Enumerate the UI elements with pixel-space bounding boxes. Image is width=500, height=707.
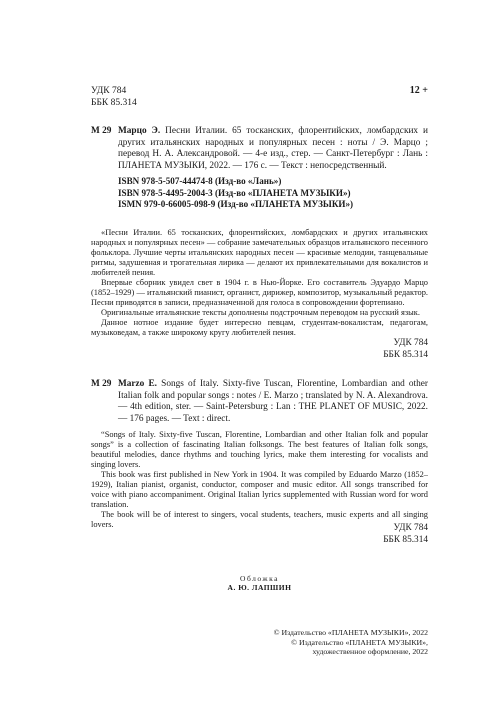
en-bibliographic-record	[118, 379, 428, 425]
isbn-line: ISBN 978-5-4495-2004-3 (Изд-во «ПЛАНЕТА МУЗЫКИ»)	[118, 187, 351, 198]
ismn-line: ISMN 979-0-66005-098-9 (Изд-во «ПЛАНЕТА МУЗЫКИ»)	[118, 198, 354, 209]
ru-catalog-entry	[91, 126, 428, 210]
udc-code: УДК 784	[393, 338, 428, 348]
annotation-paragraph: Оригинальные итальянские тексты дополнены подстрочным переводом на русский язык.	[101, 308, 420, 317]
cover-credit	[91, 574, 428, 592]
cover-designer: А. Ю. ЛАПШИН	[227, 583, 292, 592]
ru-bibliographic-record	[118, 126, 428, 172]
annotation-paragraph: «Песни Италии. 65 тосканских, флорентийских, ломбардских и других итальянских народных и популярных песен» — собрание замечательных образцов итальянского песенного фольклора. Лучшие черты итальянских народных песен — красивые мелодии, танцевальные ритмы, задушевная и трогательная лирика — делают их привлекательными для вокалистов и любителей пения.	[91, 228, 428, 277]
en-author: Marzo E.	[118, 379, 158, 389]
annotation-paragraph: Данное нотное издание будет интересно певцам, студентам-вокалистам, педагогам, музыковедам, а также широкому кругу любителей пения.	[91, 318, 428, 337]
ru-biblio-text: Песни Италии. 65 тосканских, флорентийских, ломбардских и других итальянских народных и популярных песен : ноты / Э. Марцо ; перевод Н. А. Александровой. — 4-е изд., стер. — Санкт-Петербург : Лань : ПЛАНЕТА МУЗЫКИ, 2022. — 176 с. — Текст : непосредственный.	[118, 126, 428, 171]
annotation-paragraph: Впервые сборник увидел свет в 1904 г. в Нью-Йорке. Его составитель Эдуардо Марцо (1852–1929) — итальянский пианист, органист, дирижер, композитор, музыкальный редактор. Песни приводятся в записи, предназначенной для голоса в сопровождении фортепиано.	[91, 278, 428, 307]
classification-header	[91, 85, 137, 109]
age-rating: 12 +	[409, 85, 428, 96]
ru-author: Марцо Э.	[118, 126, 161, 136]
annotation-paragraph: The book will be of interest to singers, vocal students, teachers, music experts and all singing lovers.	[91, 510, 428, 529]
udc-code: УДК 784	[393, 523, 428, 533]
en-annotation	[91, 430, 428, 530]
annotation-paragraph: This book was first published in New York in 1904. It was compiled by Eduardo Marzo (1852–1929), Italian pianist, organist, conductor, composer and music editor. All songs transcribed for voice with piano accompaniment. Original Italian lyrics supplemented with Russian word for word translation.	[91, 470, 428, 509]
copyright-line: © Издательство «ПЛАНЕТА МУЗЫКИ», 2022	[273, 628, 428, 637]
isbn-line: ISBN 978-5-507-44474-8 (Изд-во «Лань»)	[118, 176, 282, 187]
en-catalog-entry	[91, 379, 428, 425]
copyright-line: художественное оформление, 2022	[312, 647, 428, 657]
bbk-code: ББК 85.314	[383, 535, 428, 545]
en-biblio-text: Songs of Italy. Sixty-five Tuscan, Florentine, Lombardian and other Italian folk and popular songs : notes / E. Marzo ; translated by N. A. Alexandrova. — 4th edition, ster. — Saint-Petersburg : Lan : THE PLANET OF MUSIC, 2022. — 176 pages. — Text : direct.	[118, 379, 428, 424]
author-mark: М 29	[91, 379, 112, 389]
bbk-code: ББК 85.314	[383, 350, 428, 360]
ru-annotation	[91, 228, 428, 338]
cover-label: Обложка	[240, 574, 279, 583]
en-classification	[383, 522, 428, 546]
author-mark: М 29	[91, 126, 112, 136]
copyright-block	[274, 628, 428, 657]
udc-code: УДК 784	[91, 86, 127, 96]
copyright-line: © Издательство «ПЛАНЕТА МУЗЫКИ»,	[291, 637, 428, 647]
annotation-paragraph: “Songs of Italy. Sixty-five Tuscan, Florentine, Lombardian and other Italian folk and popular songs” is a collection of fascinating Italian folksongs. The best features of Italian folk songs, beautiful melodies, dance rhythms and touching lyrics, make them interesting for vocalists and singing lovers.	[91, 430, 428, 469]
bbk-code: ББК 85.314	[91, 98, 137, 108]
ru-classification	[383, 337, 428, 361]
